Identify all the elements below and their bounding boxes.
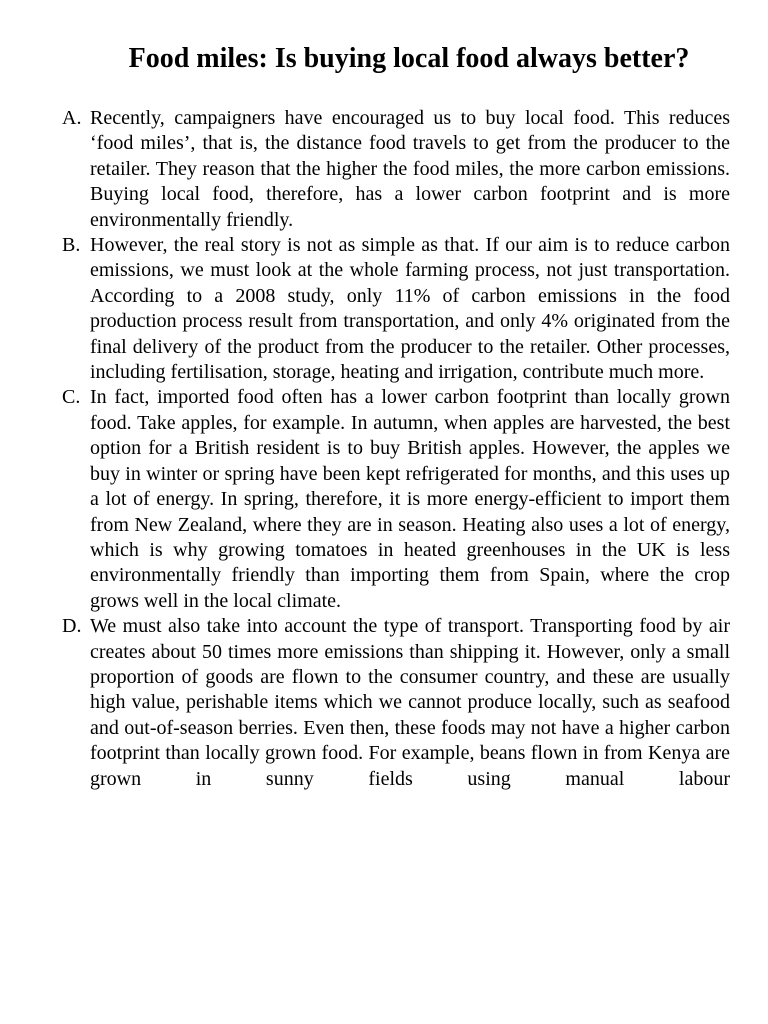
page-title: Food miles: Is buying local food always better? (128, 43, 690, 74)
paragraph-text: In fact, imported food often has a lower carbon footprint than locally grown food. Take apples, for example. In autumn, when apples are harvested, the best option for a British resident is to buy British apples. However, the apples we buy in winter or spring have been kept refrigerated for months, and this uses up a lot of energy. In spring, therefore, it is more energy-efficient to import them from New Zealand, where they are in season. Heating also uses a lot of energy, which is why growing tomatoes in heated greenhouses in the UK is less environmentally friendly than importing them from Spain, where the crop grows well in the local climate. (90, 386, 730, 612)
paragraph-list (62, 106, 730, 792)
paragraph-marker: B. (62, 234, 81, 257)
paragraph-text: We must also take into account the type of transport. Transporting food by air creates about 50 times more emissions than shipping it. However, only a small proportion of goods are flown to the consumer country, and these are usually high value, perishable items which we cannot produce locally, such as seafood and out-of-season berries. Even then, these foods may not have a higher carbon footprint than locally grown food. For example, beans flown in from Kenya are grown in sunny fields using manual labour (90, 615, 730, 790)
paragraph-b (62, 233, 730, 385)
paragraph-d (62, 614, 730, 792)
paragraph-c (62, 385, 730, 614)
paragraph-marker: C. (62, 386, 81, 409)
paragraph-marker: D. (62, 615, 82, 638)
paragraph-a (62, 106, 730, 233)
paragraph-text: However, the real story is not as simple as that. If our aim is to reduce carbon emissions, we must look at the whole farming process, not just transportation. According to a 2008 study, only 11% of carbon emissions in the food production process result from transportation, and only 4% originated from the final delivery of the product from the producer to the retailer. Other processes, including fertilisation, storage, heating and irrigation, contribute much more. (90, 234, 730, 384)
paragraph-marker: A. (62, 107, 82, 129)
paragraph-text: Recently, campaigners have encouraged us to buy local food. This reduces ‘food miles’, that is, the distance food travels to get from the producer to the retailer. They reason that the higher the food miles, the more carbon emissions. Buying local food, therefore, has a lower carbon footprint and is more environmentally friendly. (90, 107, 730, 231)
